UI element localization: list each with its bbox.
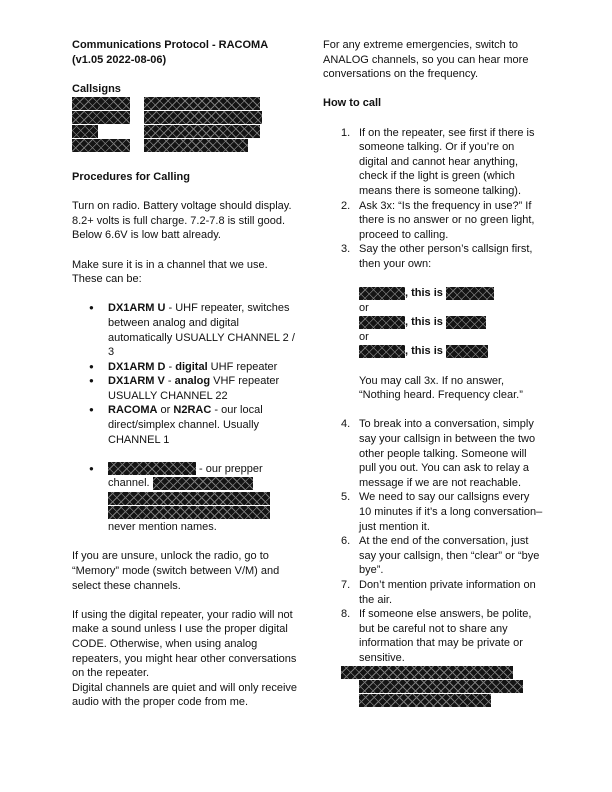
- list-item: ● DX1ARM D - digital UHF repeater: [108, 360, 298, 375]
- battery-paragraph: Turn on radio. Battery voltage should display. 8.2+ volts is full charge. 7.2-7.8 is still good. Below 6.6V is low batt already.: [72, 200, 292, 242]
- channel-name: DX1ARM V: [108, 375, 165, 388]
- redacted-block: [72, 125, 98, 138]
- redacted-block: [359, 287, 405, 300]
- call-steps: [323, 126, 543, 666]
- redacted-block: [72, 97, 130, 110]
- list-item: 1. If on the repeater, see first if there is someone talking. Or if you’re on digital and cannot hear anything, check if the light is green (which means there is someone talking).: [341, 126, 535, 197]
- channel-name: RACOMA: [108, 404, 158, 417]
- unsure-paragraph: If you are unsure, unlock the radio, go to “Memory” mode (switch between V/M) and select these channels.: [72, 550, 280, 592]
- list-item: ● - our prepper channel. never mention names.: [108, 462, 298, 535]
- how-to-call-heading: How to call: [323, 97, 382, 110]
- list-item: 4. To break into a conversation, simply say your callsign in between the two other people talking. Someone will pull you out. You can ask to relay a message if we are not reachable.: [341, 418, 536, 489]
- or-label: or: [359, 330, 369, 343]
- call-example: , this is: [359, 286, 543, 301]
- redacted-block: [359, 345, 405, 358]
- redacted-block: [72, 111, 130, 124]
- or-label: or: [359, 301, 369, 314]
- list-item: 3. Say the other person’s callsign first, then your own: , this is or , this is or , this is You may call 3x. If no answer, “Nothing heard. Frequency clear.”: [359, 242, 543, 417]
- redacted-block: [108, 462, 196, 475]
- list-item: ● DX1ARM V - analog VHF repeater USUALLY CHANNEL 22: [108, 374, 298, 403]
- callsign-redacted-table: [72, 97, 298, 155]
- redacted-block: [144, 125, 260, 138]
- digital-paragraph: If using the digital repeater, your radio will not make a sound unless I use the proper digital CODE. Otherwise, when using analog repeaters, you might hear other conversations on the repeater.: [72, 608, 297, 680]
- list-item: ● RACOMA or N2RAC - our local direct/simplex channel. Usually CHANNEL 1: [108, 403, 298, 447]
- redacted-block: [144, 139, 248, 152]
- channel-intro: Make sure it is in a channel that we use. These can be:: [72, 258, 268, 286]
- no-answer-text: You may call 3x. If no answer, “Nothing heard. Frequency clear.”: [359, 374, 523, 402]
- list-item: ● DX1ARM U - UHF repeater, switches between analog and digital automatically USUALLY CHANNEL 2 / 3: [108, 301, 298, 359]
- redacted-block: [446, 316, 486, 329]
- redacted-block: [108, 492, 270, 505]
- document-title: Communications Protocol - RACOMA: [72, 39, 269, 51]
- right-column: [323, 38, 543, 707]
- list-item: 7. Don’t mention private information on the air.: [341, 578, 536, 606]
- redacted-block: [446, 287, 494, 300]
- callsigns-heading: Callsigns: [72, 82, 121, 95]
- list-item: 6. At the end of the conversation, just say your callsign, then “clear” or “bye bye”.: [341, 535, 540, 577]
- redacted-block: [359, 680, 523, 693]
- list-item: 2. Ask 3x: “Is the frequency in use?” If there is no answer or no green light, proceed to calling.: [341, 199, 535, 241]
- redacted-footer: [341, 666, 543, 707]
- redacted-block: [72, 139, 130, 152]
- digital-paragraph-2: Digital channels are quiet and will only receive audio with the proper code from me.: [72, 681, 298, 709]
- call-example: , this is: [359, 315, 543, 330]
- call-example: , this is: [359, 344, 543, 359]
- channel-list: [72, 301, 298, 535]
- redacted-block: [153, 477, 253, 490]
- list-item: 8. If someone else answers, be polite, but be careful not to share any information that may be private or sensitive.: [341, 608, 532, 664]
- redacted-block: [359, 316, 405, 329]
- redacted-block: [359, 694, 491, 707]
- redacted-block: [446, 345, 488, 358]
- channel-name: DX1ARM U: [108, 302, 166, 315]
- channel-name: DX1ARM D: [108, 360, 166, 373]
- redacted-block: [108, 506, 270, 519]
- redacted-block: [341, 666, 513, 679]
- procedures-heading: Procedures for Calling: [72, 170, 190, 183]
- redacted-block: [144, 111, 262, 124]
- left-column: [72, 38, 298, 710]
- document-version: (v1.05 2022-08-06): [72, 53, 167, 66]
- redacted-block: [144, 97, 260, 110]
- emergency-paragraph: For any extreme emergencies, switch to ANALOG channels, so you can hear more conversations on the frequency.: [323, 39, 529, 81]
- list-item: 5. We need to say our callsigns every 10 minutes if it’s a long conversation–just mention it.: [341, 491, 543, 533]
